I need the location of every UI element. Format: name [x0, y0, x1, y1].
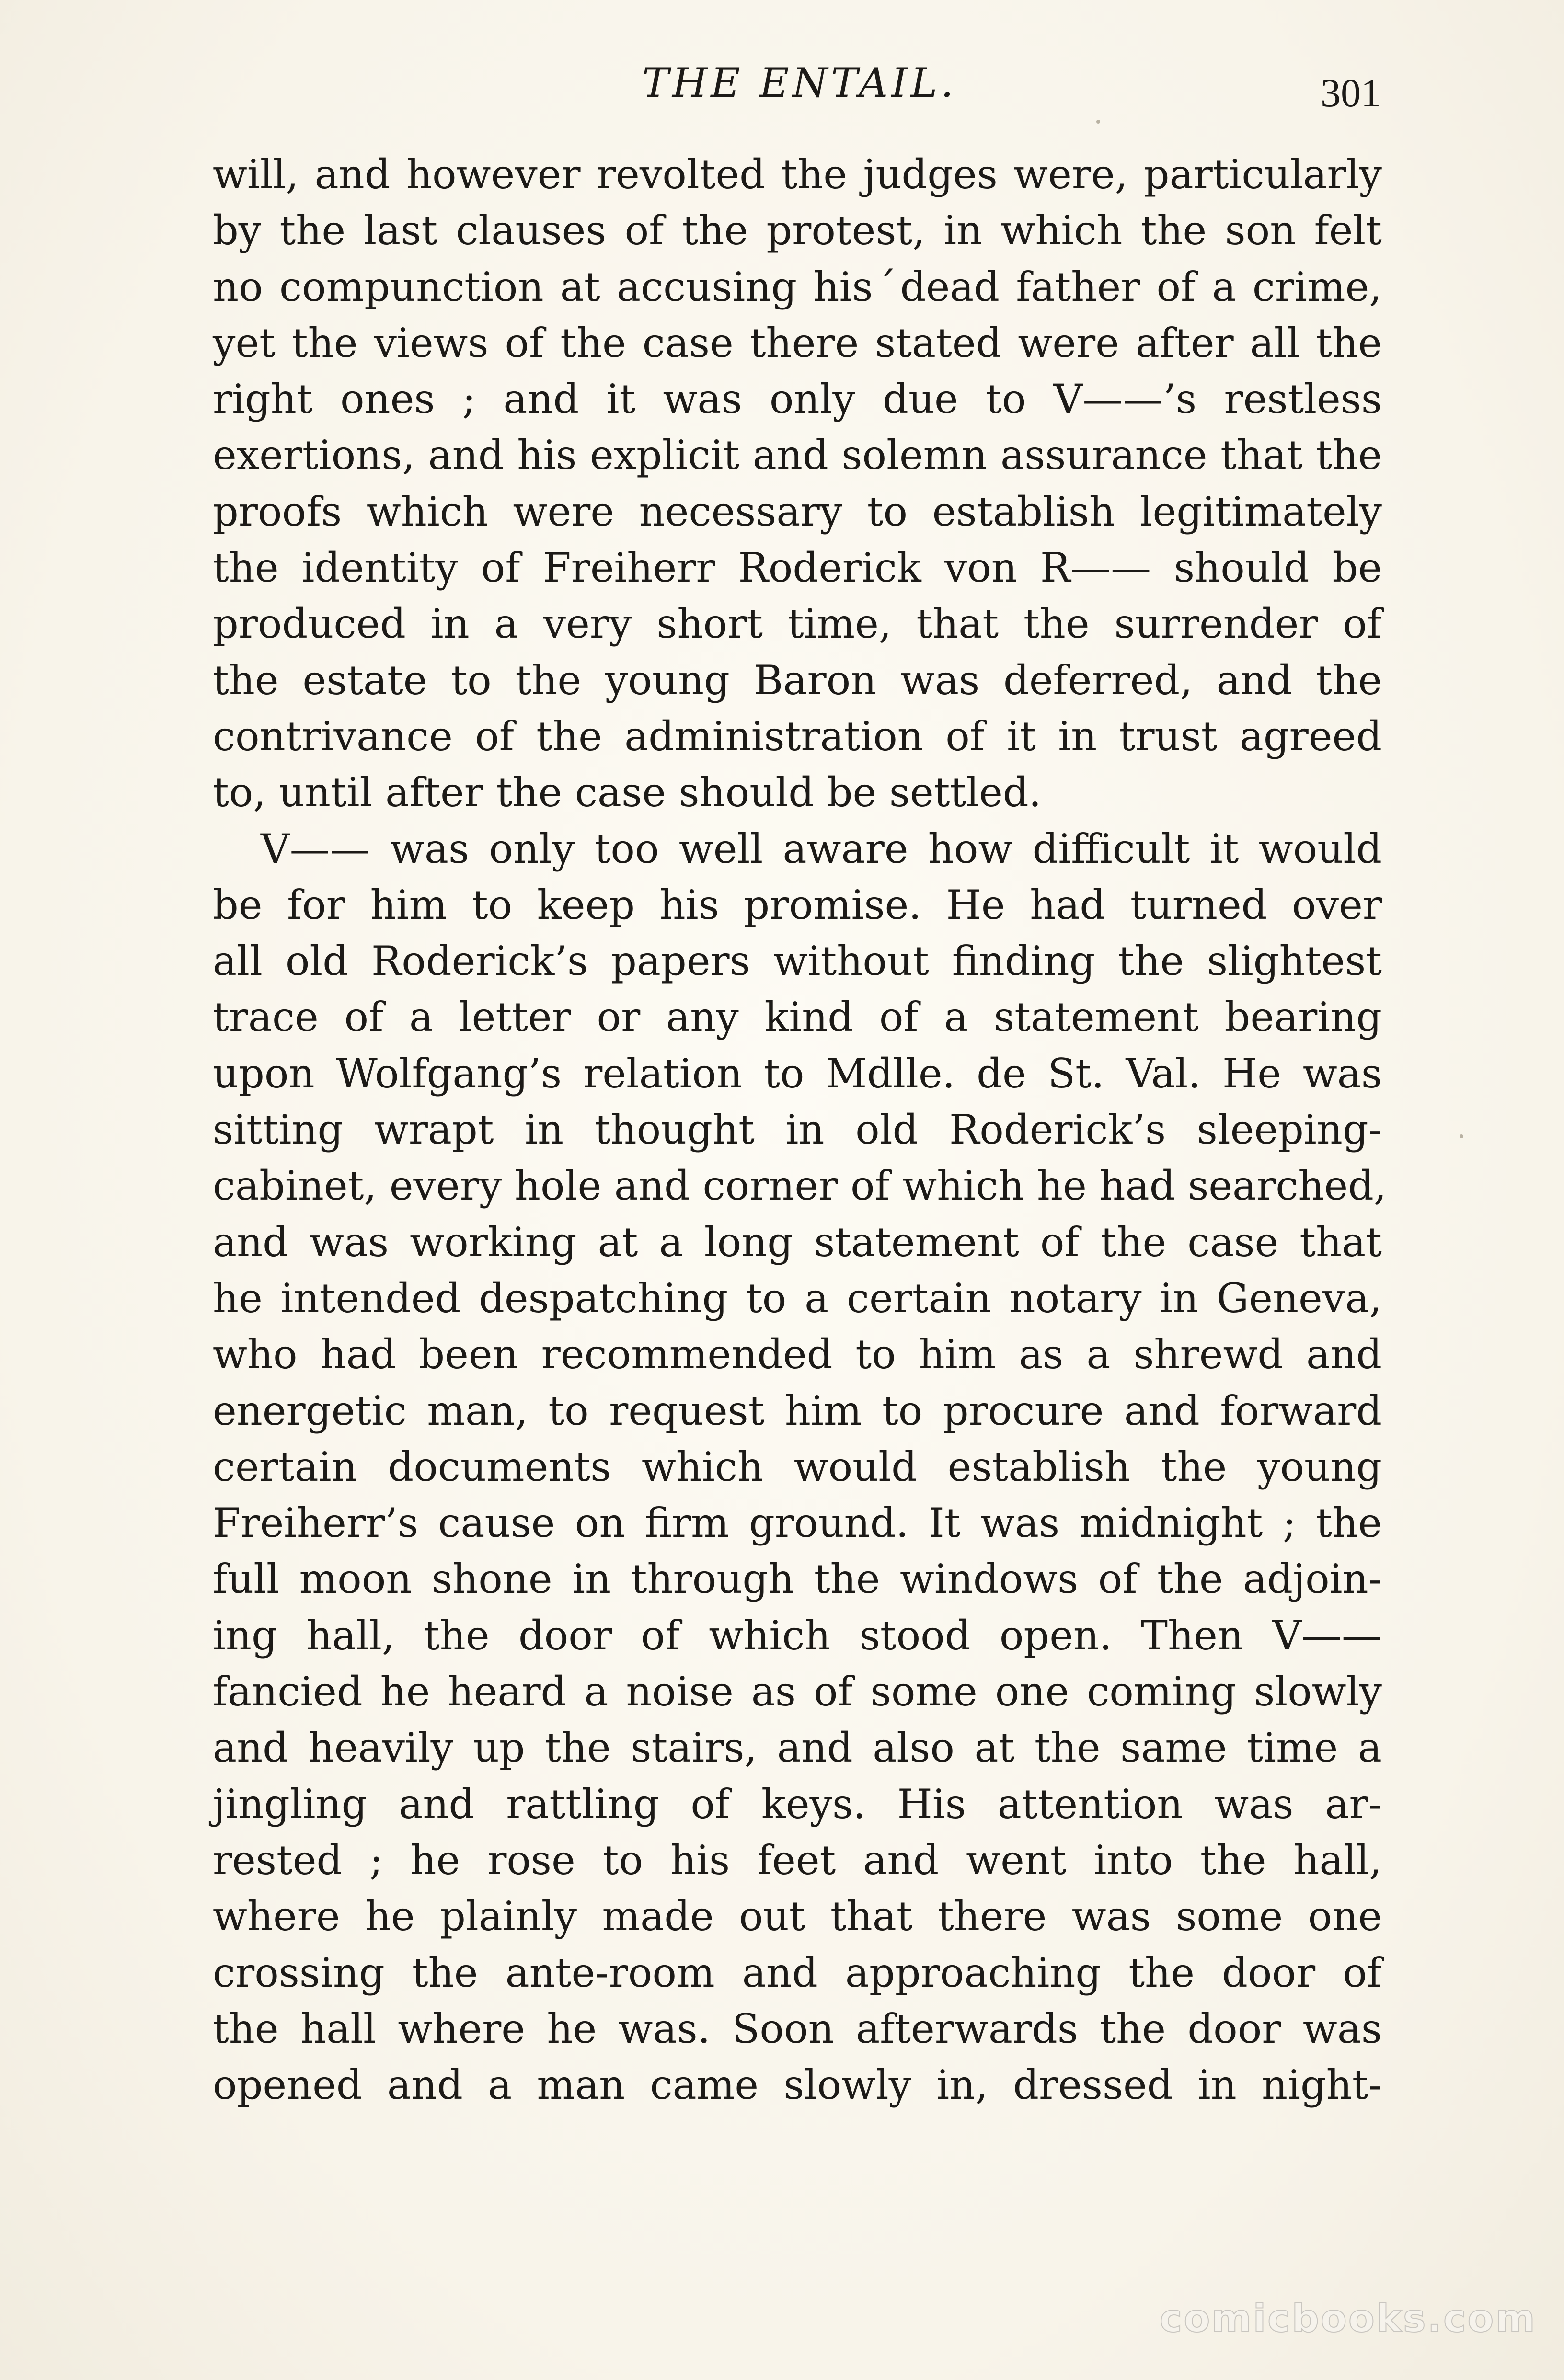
text-line: he intended despatching to a certain notary in Geneva,	[213, 1274, 1382, 1322]
body-text	[213, 147, 1387, 2113]
watermark-logo: comicbooks.com	[1160, 2296, 1537, 2341]
text-line: where he plainly made out that there was some one	[213, 1893, 1382, 1940]
text-line: opened and a man came slowly in, dressed in night-	[213, 2061, 1382, 2109]
text-line: V—— was only too well aware how difficult it would	[261, 825, 1382, 872]
text-line: will, and however revolted the judges were, particularly	[213, 151, 1382, 198]
text-line: the estate to the young Baron was deferred, and the	[213, 656, 1382, 704]
text-line: upon Wolfgang’s relation to Mdlle. de St. Val. He was	[213, 1050, 1382, 1097]
text-line: Freiherr’s cause on firm ground. It was midnight ; the	[213, 1499, 1382, 1547]
text-line: exertions, and his explicit and solemn assurance that the	[213, 432, 1382, 479]
text-line: jingling and rattling of keys. His attention was ar-	[213, 1780, 1382, 1828]
running-title: THE ENTAIL.	[642, 59, 957, 106]
text-line: fancied he heard a noise as of some one coming slowly	[213, 1668, 1382, 1716]
text-line: to, until after the case should be settled.	[213, 769, 1042, 816]
text-line: who had been recommended to him as a shrewd and	[213, 1331, 1382, 1378]
text-line: contrivance of the administration of it in trust agreed	[213, 712, 1382, 760]
text-line: rested ; he rose to his feet and went into the hall,	[213, 1836, 1382, 1884]
text-line: proofs which were necessary to establish legitimately	[213, 488, 1382, 535]
text-line: produced in a very short time, that the surrender of	[213, 600, 1382, 648]
text-line: certain documents which would establish the young	[213, 1443, 1382, 1490]
text-line: trace of a letter or any kind of a statement bearing	[213, 994, 1382, 1041]
paper-speck	[1096, 120, 1100, 124]
text-line: the identity of Freiherr Roderick von R—— should be	[213, 544, 1382, 592]
text-line: cabinet, every hole and corner of which he had searched,	[213, 1162, 1387, 1210]
text-line: be for him to keep his promise. He had turned over	[213, 881, 1382, 928]
text-line: sitting wrapt in thought in old Roderick’s sleeping-	[213, 1106, 1382, 1154]
text-line: ing hall, the door of which stood open. Then V——	[213, 1612, 1382, 1659]
text-line: energetic man, to request him to procure and forward	[213, 1387, 1382, 1434]
page-number: 301	[1321, 71, 1381, 115]
text-line: the hall where he was. Soon afterwards the door was	[213, 2005, 1382, 2052]
text-line: and heavily up the stairs, and also at the same time a	[213, 1724, 1382, 1772]
text-line: no compunction at accusing hisˊdead father of a crime,	[213, 263, 1382, 310]
text-line: all old Roderick’s papers without finding the slightest	[213, 938, 1382, 985]
running-head	[0, 57, 1564, 115]
text-line: right ones ; and it was only due to V——’s restless	[213, 376, 1382, 423]
paper-speck	[1460, 1134, 1463, 1138]
text-line: by the last clauses of the protest, in which the son felt	[213, 207, 1382, 254]
text-line: and was working at a long statement of the case that	[213, 1218, 1382, 1266]
text-line: full moon shone in through the windows of the adjoin-	[213, 1556, 1382, 1603]
text-line: yet the views of the case there stated were after all the	[213, 319, 1382, 366]
text-line: crossing the ante-room and approaching the door of	[213, 1949, 1382, 1996]
